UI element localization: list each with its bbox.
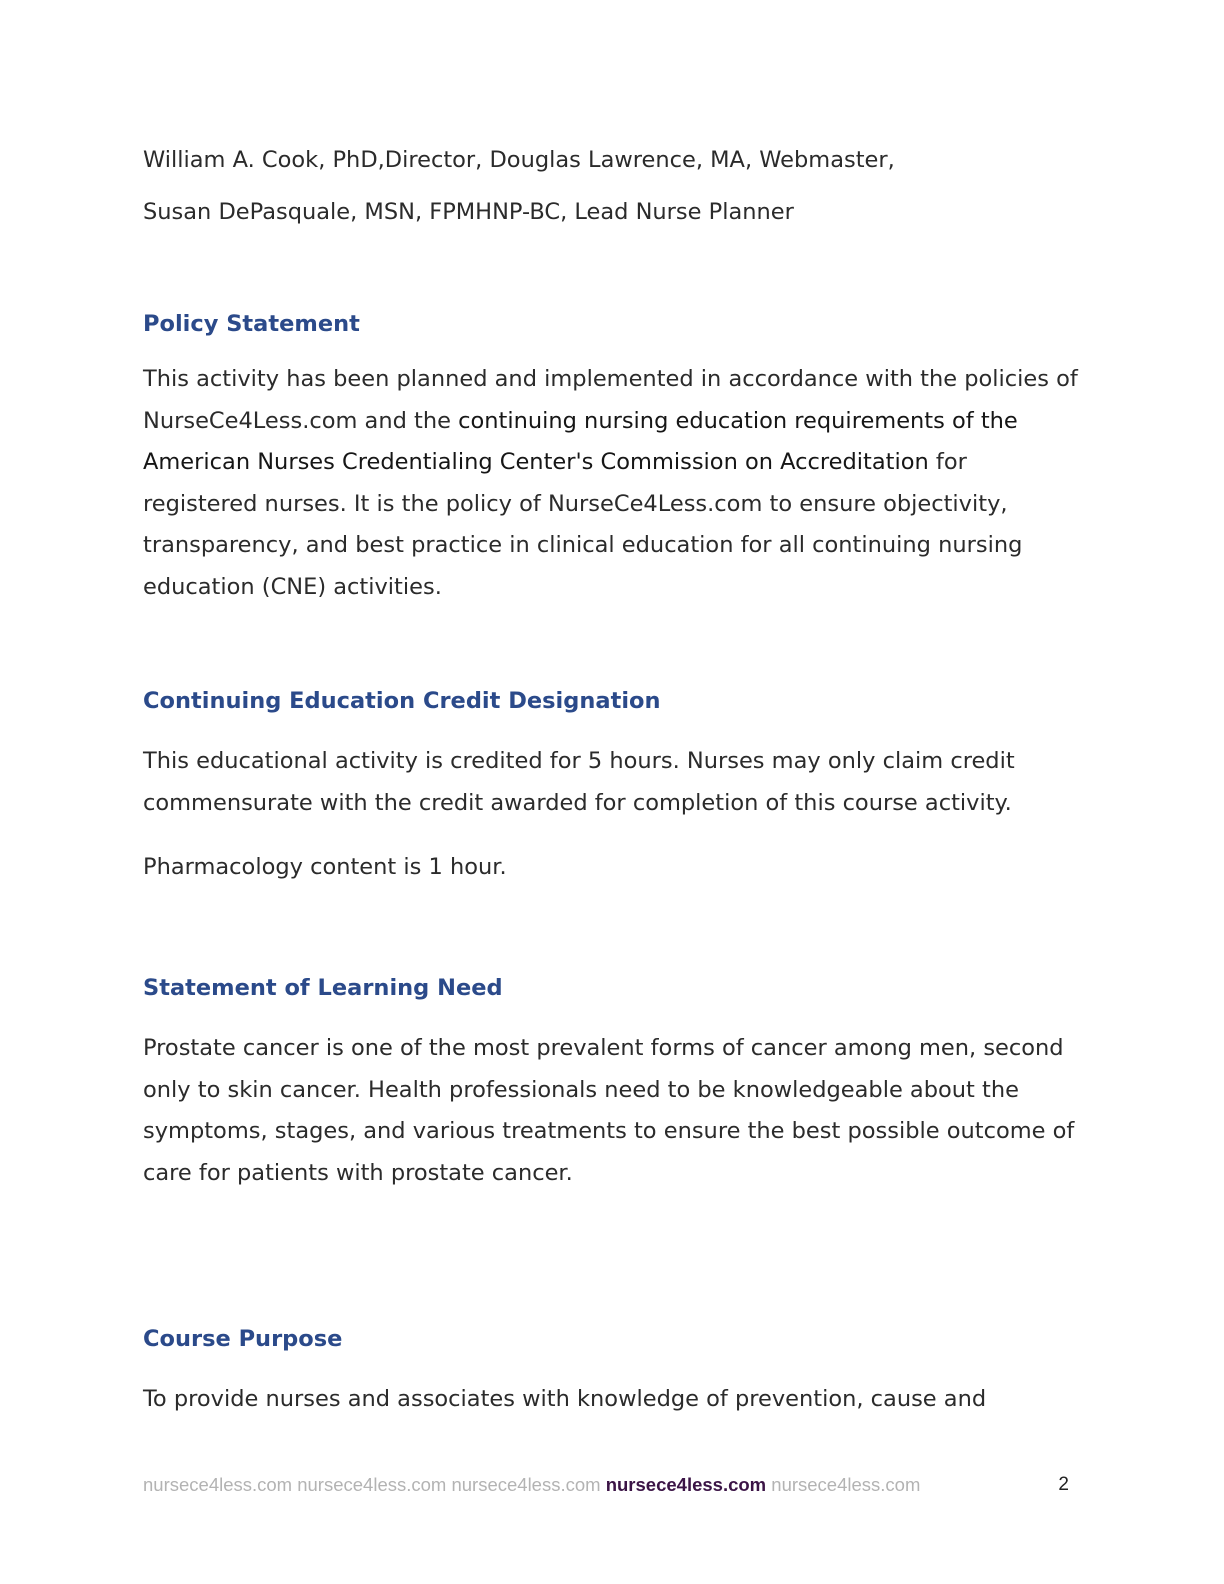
footer-watermark-left: nursece4less.com nursece4less.com nursece4less.com: [143, 1474, 606, 1495]
footer-site-link[interactable]: nursece4less.com: [605, 1474, 767, 1495]
staff-line-2: Susan DePasquale, MSN, FPMHNP-BC, Lead Nurse Planner: [143, 199, 794, 225]
policy-text-2: for registered nurses. It is the policy of NurseCe4Less.com to ensure objectivity, transparency, and best practice in clinical education for all continuing nursing education (CNE) activities.: [143, 449, 1023, 600]
policy-ancc-link[interactable]: continuing nursing education requirements of the American Nurses Credentialing Center's Commission on Accreditation: [143, 407, 1018, 476]
page-footer: [143, 1470, 1073, 1500]
pharmacology-paragraph: Pharmacology content is 1 hour.: [143, 854, 507, 881]
credit-paragraph: This educational activity is credited for 5 hours. Nurses may only claim credit commensurate with the credit awarded for completion of this course activity.: [143, 748, 1015, 816]
purpose-section: [143, 1379, 1083, 1421]
page-number: 2: [1058, 1474, 1069, 1495]
learning-need-paragraph: Prostate cancer is one of the most prevalent forms of cancer among men, second only to skin cancer. Health professionals need to be knowledgeable about the symptoms, stages, and various treatments to ensure the best possible outcome of care for patients with prostate cancer.: [143, 1035, 1075, 1186]
policy-text-1: This activity has been planned and implemented in accordance with the policies of NurseCe4Less.com and the: [143, 366, 1078, 434]
policy-section: [143, 359, 1083, 609]
footer-watermark-right: nursece4less.com: [766, 1474, 921, 1495]
purpose-paragraph: To provide nurses and associates with knowledge of prevention, cause and: [143, 1386, 987, 1412]
policy-paragraph: [143, 359, 1083, 609]
staff-line-1: William A. Cook, PhD,Director, Douglas Lawrence, MA, Webmaster,: [143, 147, 895, 173]
learning-need-section: [143, 1028, 1083, 1194]
staff-block: [143, 134, 1083, 238]
purpose-heading: Course Purpose: [143, 1326, 343, 1352]
credit-heading: Continuing Education Credit Designation: [143, 688, 661, 714]
learning-need-heading: Statement of Learning Need: [143, 975, 503, 1001]
policy-heading: Policy Statement: [143, 311, 360, 337]
credit-section: [143, 741, 1083, 889]
